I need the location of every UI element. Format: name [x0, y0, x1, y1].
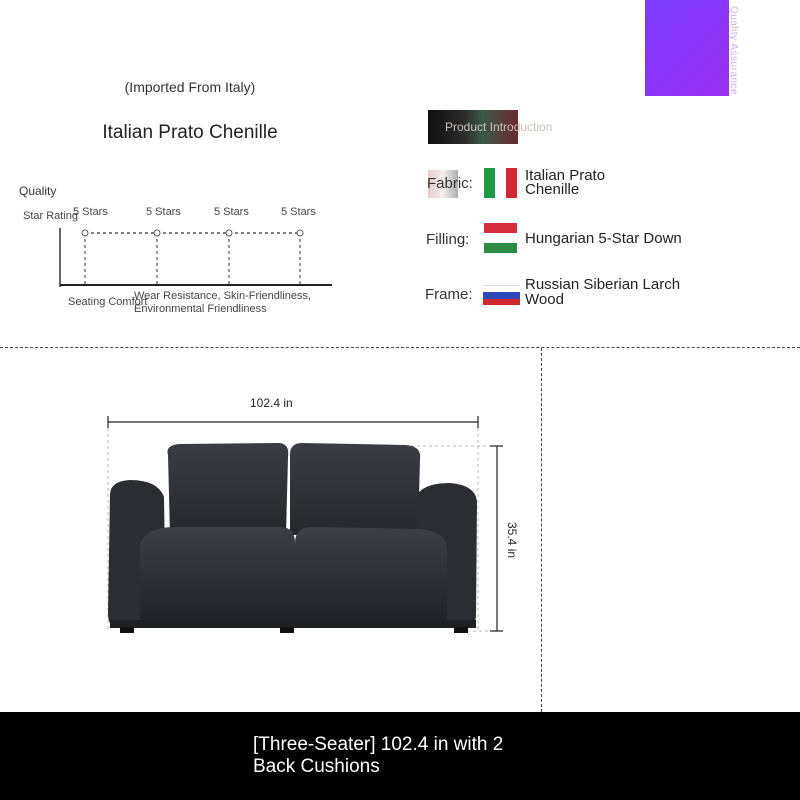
italy-flag-icon [484, 168, 517, 198]
russia-flag-icon [483, 285, 520, 305]
height-dimension-label: 35.4 in [505, 522, 519, 559]
sofa-image [100, 435, 490, 640]
frame-label: Frame: [425, 286, 473, 303]
star-label-3: 5 Stars [214, 206, 249, 218]
vertical-divider [541, 348, 542, 712]
back-cushion-left [168, 443, 289, 535]
star-label-2: 5 Stars [146, 206, 181, 218]
fabric-label: Fabric: [427, 175, 473, 192]
banner-title [253, 734, 553, 778]
frame-value-line2: Wood [525, 291, 564, 308]
rating-chart-lines [0, 0, 400, 340]
chart-point-3 [226, 230, 232, 236]
chart-point-4 [297, 230, 303, 236]
chart-point-2 [154, 230, 160, 236]
origin-subtitle: (Imported From Italy) [124, 79, 256, 95]
fabric-value-line2: Chenille [525, 181, 580, 198]
quality-badge-text: Quality Assurance [728, 6, 739, 96]
star-rating-label: Star Rating [23, 210, 79, 222]
star-label-4: 5 Stars [281, 206, 316, 218]
sofa-foot [454, 627, 468, 633]
fabric-value-line1: Italian Prato [525, 167, 606, 184]
quality-badge [645, 0, 729, 96]
wear-label-line2: Environmental Friendliness [134, 303, 267, 315]
filling-label: Filling: [426, 231, 470, 248]
wear-label-line1: Wear Resistance, Skin-Friendliness, [134, 290, 312, 302]
hungary-flag-icon [484, 223, 517, 253]
filling-value: Hungarian 5-Star Down [525, 230, 682, 247]
seating-comfort-label: Seating Comfort [68, 296, 148, 308]
quality-label: Quality [19, 184, 57, 198]
back-cushion-right [290, 443, 420, 535]
seat-cushion-right [295, 527, 447, 625]
frame-value-line1: Russian Siberian Larch [525, 276, 681, 293]
width-dimension-label: 102.4 in [250, 396, 293, 410]
banner-line1: [Three-Seater] 102.4 in with 2 [253, 734, 504, 755]
fabric-title: Italian Prato Chenille [102, 122, 278, 143]
banner-line2: Back Cushions [253, 756, 380, 777]
chart-point-1 [82, 230, 88, 236]
sofa-foot [120, 627, 134, 633]
product-intro-label: Product Introduction [445, 120, 553, 134]
star-label-1: 5 Stars [73, 206, 108, 218]
sofa-foot [280, 627, 294, 633]
seat-cushion-left [140, 527, 295, 625]
